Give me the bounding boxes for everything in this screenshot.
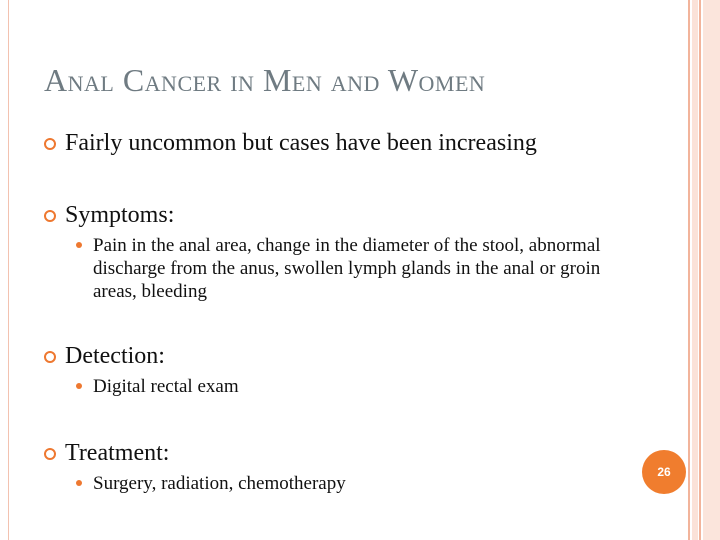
bullet-text: Treatment:	[65, 440, 170, 466]
left-border-line	[8, 0, 9, 540]
bullet-text: Fairly uncommon but cases have been increasing	[65, 130, 537, 156]
dot-bullet-icon	[76, 480, 82, 486]
slide-content	[44, 128, 644, 495]
bullet-item	[44, 341, 644, 371]
sub-bullet-item	[44, 375, 644, 398]
right-stripe	[688, 0, 690, 540]
circle-bullet-icon	[44, 138, 56, 150]
page-number-badge	[642, 450, 686, 494]
bullet-text: Detection:	[65, 343, 165, 369]
sub-bullet-text: Pain in the anal area, change in the diameter of the stool, abnormal discharge from the anus, swollen lymph glands in the anal or groin areas, bleeding	[93, 235, 601, 302]
circle-bullet-icon	[44, 448, 56, 460]
sub-bullet-item	[44, 234, 623, 303]
circle-bullet-icon	[44, 210, 56, 222]
title-word: Anal	[44, 62, 115, 98]
sub-bullet-item	[44, 472, 644, 495]
dot-bullet-icon	[76, 242, 82, 248]
bullet-item	[44, 128, 644, 158]
title-word: Cancer	[122, 62, 222, 98]
right-stripe	[692, 0, 698, 540]
title-word: Men	[262, 62, 323, 98]
title-word: Women	[387, 62, 486, 98]
bullet-item	[44, 200, 644, 230]
title-word: in	[230, 62, 255, 98]
dot-bullet-icon	[76, 383, 82, 389]
slide-title	[44, 62, 485, 99]
sub-bullet-text: Surgery, radiation, chemotherapy	[93, 473, 346, 494]
circle-bullet-icon	[44, 351, 56, 363]
page-number: 26	[657, 465, 671, 479]
right-stripe	[703, 0, 720, 540]
right-stripe	[699, 0, 701, 540]
sub-bullet-text: Digital rectal exam	[93, 376, 239, 397]
bullet-item	[44, 438, 644, 468]
bullet-text: Symptoms:	[65, 202, 175, 228]
title-word: and	[330, 62, 380, 98]
